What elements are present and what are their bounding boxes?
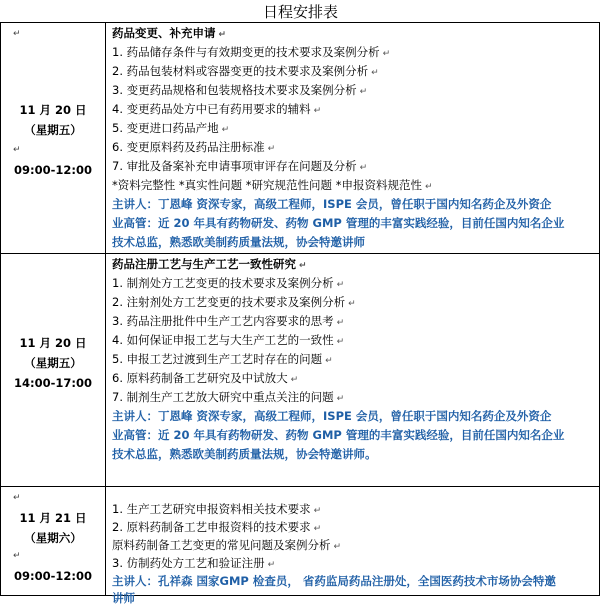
column-divider [105,254,106,486]
speaker-line: 技术总监，熟悉欧美制药质量法规，协会特邀讲师 [112,235,365,249]
column-divider [105,487,106,595]
speaker-line: 技术总监，熟悉欧美制药质量法规，协会特邀讲师。 [112,447,377,461]
session-time-cell [1,487,105,595]
list-item: 原料药制备工艺变更的常见问题及案例分析 ↵ [112,538,342,552]
list-item: 2. 注射剂处方工艺变更的技术要求及案例分析 ↵ [112,295,356,309]
speaker-line: 主讲人：丁恩峰 资深专家，高级工程师，ISPE 会员，曾任职于国内知名药企及外资企 [112,409,552,423]
column-divider [105,23,106,253]
session-time: 14:00-17:00 [14,376,92,390]
list-item: 6. 原料药制备工艺研究及中试放大 ↵ [112,371,299,385]
list-item: 3. 药品注册批件中生产工艺内容要求的思考 ↵ [112,314,345,328]
session-heading: 药品变更、补充申请 ↵ [112,26,227,40]
session-date: 11 月 20 日 [19,103,87,117]
session-time-cell [1,23,105,253]
speaker-line: 主讲人：孔祥森 国家GMP 检查员， 省药监局药品注册处，全国医药技术市场协会特邀 [112,574,556,588]
session-date: 11 月 21 日 [19,511,87,525]
list-item: *资料完整性 *真实性问题 *研究规范性问题 *申报资料规范性 ↵ [112,178,433,192]
speaker-line: 主讲人：丁恩峰 资深专家，高级工程师，ISPE 会员，曾任职于国内知名药企及外资企 [112,197,552,211]
list-item: 2. 药品包装材料或容器变更的技术要求及案例分析 ↵ [112,64,379,78]
session-weekday: （星期五） [24,356,82,370]
list-item: 7. 制剂生产工艺放大研究中重点关注的问题 ↵ [112,390,345,404]
list-item: 2. 原料药制备工艺申报资料的技术要求 ↵ [112,520,322,534]
list-item: 6. 变更原料药及药品注册标准 ↵ [112,140,276,154]
session-weekday: （星期六） [24,531,82,545]
list-item: 5. 申报工艺过渡到生产工艺时存在的问题 ↵ [112,352,333,366]
session-weekday: （星期五） [24,123,82,137]
return-mark: ↵ [13,551,21,561]
return-mark: ↵ [13,145,21,155]
table-row [0,253,600,487]
return-mark: ↵ [13,493,21,503]
list-item: 7. 审批及备案补充申请事项审评存在问题及分析 ↵ [112,159,368,173]
list-item: 3. 变更药品规格和包装规格技术要求及案例分析 ↵ [112,83,368,97]
session-date: 11 月 20 日 [19,336,87,350]
list-item: 4. 变更药品处方中已有药用要求的辅料 ↵ [112,102,322,116]
list-item: 3. 仿制药处方工艺和验证注册 ↵ [112,556,276,570]
session-time: 09:00-12:00 [14,569,92,583]
list-item: 4. 如何保证申报工艺与大生产工艺的一致性 ↵ [112,333,345,347]
speaker-line: 业高管：近 20 年具有药物研发、药物 GMP 管理的丰富实践经验，目前任国内知名企业 [112,216,565,230]
list-item: 1. 生产工艺研究申报资料相关技术要求 ↵ [112,502,322,516]
list-item: 5. 变更进口药品产地 ↵ [112,121,230,135]
session-time: 09:00-12:00 [14,163,92,177]
speaker-line: 讲师 [112,591,135,605]
list-item: 1. 制剂处方工艺变更的技术要求及案例分析 ↵ [112,276,345,290]
session-heading: 药品注册工艺与生产工艺一致性研究 ↵ [112,257,307,271]
table-row [0,486,600,605]
return-mark: ↵ [13,29,21,39]
table-row [0,22,600,254]
list-item: 1. 药品储存条件与有效期变更的技术要求及案例分析 ↵ [112,45,391,59]
session-time-cell [1,254,105,486]
page-title: 日程安排表 [262,3,338,21]
speaker-line: 业高管：近 20 年具有药物研发、药物 GMP 管理的丰富实践经验，目前任国内知名企业 [112,428,565,442]
